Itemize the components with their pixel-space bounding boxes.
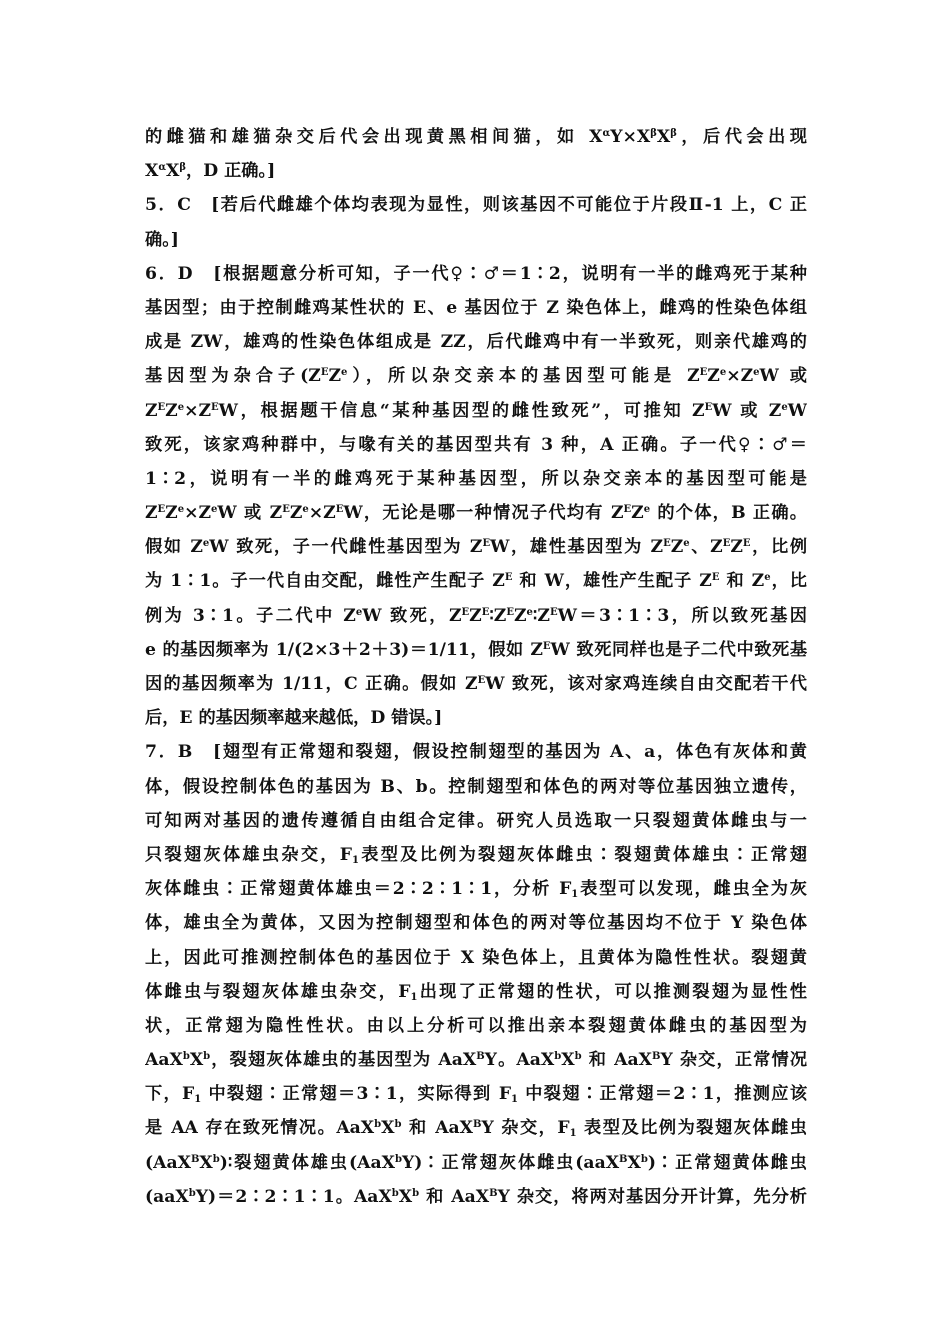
text-run: 出现了正常翅的性状，可以推测裂翅为显性性: [417, 981, 807, 1002]
text-run: Z: [145, 503, 158, 524]
superscript: B: [473, 1119, 482, 1131]
subscript: 1: [194, 1094, 202, 1106]
text-run: Z: [730, 537, 743, 558]
superscript: E: [335, 504, 344, 516]
text-run: ，裂翅灰体雄虫的基因型为 AaX: [210, 1050, 477, 1071]
superscript: b: [394, 1119, 402, 1131]
text-run: (AaX: [145, 1152, 191, 1173]
text-run: 的个体，B 正确。: [650, 503, 807, 524]
text-run: Z: [289, 503, 303, 524]
text-line: [145, 530, 807, 564]
superscript: b: [374, 1119, 382, 1131]
superscript: E: [704, 401, 713, 413]
superscript: E: [320, 367, 329, 379]
text-run: Z: [707, 366, 720, 387]
text-run: Y)∶正常翅灰体雌虫(aaX: [401, 1152, 620, 1173]
text-run: X: [561, 1050, 575, 1071]
text-run: W 或: [759, 366, 807, 387]
text-run: 致死，该家鸡种群中，与喙有关的基因型共有 3 种，A 正确。子一代♀∶♂＝: [145, 434, 807, 455]
text-line: [145, 188, 807, 222]
superscript: b: [412, 1187, 420, 1199]
text-run: Z: [513, 605, 527, 626]
text-run: 5．C [若后代雌雄个体均表现为显性，则该基因不可能位于片段Ⅱ-1 上，C 正: [145, 195, 807, 216]
superscript: b: [182, 1051, 190, 1063]
text-run: 和 AaX: [401, 1118, 474, 1139]
text-run: AaX: [145, 1050, 183, 1071]
text-run: 状，正常翅为隐性性状。由以上分析可以推出亲本裂翅黄体雌虫的基因型为: [145, 1015, 807, 1036]
text-run: 后，E 的基因频率越来越低，D 错误。]: [145, 708, 443, 729]
superscript: b: [394, 1153, 402, 1165]
text-run: W 致死，该对家鸡连续自由交配若干代: [485, 674, 807, 694]
superscript: E: [549, 606, 558, 618]
text-run: Y 杂交，F: [481, 1118, 570, 1139]
text-run: )∶裂翅黄体雄虫(AaX: [219, 1152, 395, 1173]
superscript: e: [526, 606, 533, 618]
text-run: e 的基因频率为 1/(2×3＋2＋3)＝1/11，假如 Z: [145, 639, 543, 660]
text-line: [145, 735, 807, 769]
superscript: e: [177, 401, 185, 413]
superscript: E: [506, 606, 514, 618]
superscript: e: [781, 401, 788, 413]
text-run: 的雌猫和雄猫杂交后代会出现黄黑相间猫，如 X: [145, 127, 603, 147]
text-run: W 或 Z: [712, 400, 782, 421]
text-run: )∶正常翅黄体雌虫: [647, 1152, 807, 1173]
superscript: E: [157, 401, 166, 413]
superscript: E: [481, 606, 490, 618]
superscript: e: [211, 504, 218, 516]
text-line: [145, 257, 807, 291]
text-line: [145, 462, 807, 496]
superscript: E: [699, 367, 708, 379]
text-run: Z: [469, 605, 482, 626]
superscript: E: [282, 504, 290, 516]
text-run: 下，F: [145, 1084, 195, 1105]
text-run: X: [199, 1152, 213, 1173]
text-line: [145, 872, 807, 906]
text-line: [145, 1077, 807, 1111]
superscript: b: [188, 1187, 196, 1199]
text-run: 和 AaX: [581, 1050, 652, 1071]
text-run: ×Z: [184, 503, 212, 524]
text-run: ），所以杂交亲本的基因型可能是 Z: [347, 366, 700, 387]
text-run: X: [189, 1050, 204, 1071]
text-run: 表型及比例为裂翅灰体雌虫: [576, 1118, 807, 1139]
text-run: 基因型为杂合子(Z: [145, 366, 321, 387]
text-line: [145, 633, 807, 667]
text-line: [145, 1111, 807, 1145]
text-line: [145, 1009, 807, 1043]
text-run: Z: [328, 366, 341, 387]
text-line: [145, 428, 807, 462]
text-run: X: [166, 161, 180, 182]
answer-explanation-text: [145, 120, 807, 1214]
text-run: X: [656, 127, 671, 147]
text-line: [145, 1146, 807, 1180]
text-run: X: [398, 1186, 413, 1207]
text-run: W 致死，Z: [362, 605, 462, 626]
superscript: E: [461, 606, 470, 618]
superscript: b: [554, 1051, 562, 1063]
text-run: ×Z: [308, 503, 336, 524]
text-run: 是 AA 存在致死情况。AaX: [145, 1118, 375, 1139]
text-run: ×Z: [726, 366, 754, 387]
text-run: 上，因此可推测控制体色的基因位于 X 染色体上，且黄体为隐性性状。裂翅黄: [145, 947, 807, 968]
superscript: e: [683, 538, 690, 550]
text-run: 体，假设控制体色的基因为 B、b。控制翅型和体色的两对等位基因独立遗传，: [145, 776, 807, 797]
text-line: [145, 1043, 807, 1077]
text-line: [145, 701, 807, 735]
text-run: ，D 正确。]: [186, 161, 276, 182]
text-line: [145, 599, 807, 633]
superscript: e: [355, 606, 363, 618]
text-run: Z: [165, 503, 178, 524]
superscript: E: [211, 401, 219, 413]
text-line: [145, 564, 807, 598]
superscript: β: [179, 162, 187, 174]
superscript: E: [722, 538, 731, 550]
text-run: W，雄性基因型为 Z: [490, 537, 664, 558]
text-run: W 致死同样也是子二代中致死基: [550, 639, 807, 660]
text-run: 体雌虫与裂翅灰体雄虫杂交，F: [145, 981, 411, 1002]
text-run: W，根据题干信息“某种基因型的雌性致死”，可推知 Z: [218, 400, 705, 421]
text-run: 和 W，雄性产生配子 Z: [512, 571, 712, 592]
superscript: e: [177, 504, 185, 516]
superscript: e: [719, 367, 727, 379]
superscript: b: [391, 1187, 399, 1199]
text-line: [145, 359, 807, 393]
text-run: X: [381, 1118, 395, 1139]
text-run: Y 杂交，正常情况: [660, 1050, 807, 1071]
text-line: [145, 154, 807, 188]
text-run: ，比: [770, 571, 807, 592]
text-run: Y。AaX: [484, 1050, 555, 1071]
superscript: E: [504, 572, 513, 584]
text-run: 表型及比例为裂翅灰体雌虫∶裂翅黄体雄虫∶正常翅: [358, 844, 807, 865]
text-run: 基因型；由于控制雌鸡某性状的 E、e 基因位于 Z 染色体上，雌鸡的性染色体组: [145, 297, 807, 318]
superscript: b: [212, 1153, 220, 1165]
text-run: Z: [631, 503, 644, 524]
superscript: B: [651, 1051, 661, 1063]
text-run: 、Z: [689, 537, 723, 558]
text-run: 中裂翅∶正常翅＝3∶1，实际得到 F: [201, 1084, 512, 1105]
text-run: ∶Z: [532, 605, 550, 626]
text-run: 1∶2，说明有一半的雌鸡死于某种基因型，所以杂交亲本的基因型可能是: [145, 468, 807, 489]
superscript: E: [663, 538, 671, 550]
text-run: 确。]: [145, 229, 179, 250]
superscript: e: [753, 367, 760, 379]
text-line: [145, 291, 807, 325]
text-run: Y)＝2∶2∶1∶1。AaX: [195, 1186, 392, 1207]
superscript: β: [670, 128, 677, 139]
superscript: B: [476, 1051, 485, 1063]
text-run: 6．D [根据题意分析可知，子一代♀∶♂＝1∶2，说明有一半的雌鸡死于某种: [145, 263, 807, 284]
text-line: [145, 394, 807, 428]
text-line: [145, 941, 807, 975]
superscript: b: [640, 1153, 648, 1165]
superscript: β: [650, 128, 657, 139]
text-run: 假如 Z: [145, 537, 203, 558]
text-run: ，比例: [750, 537, 807, 558]
text-run: X: [627, 1152, 641, 1173]
text-run: W＝3∶1∶3，所以致死基因: [557, 605, 807, 626]
text-run: 灰体雌虫∶正常翅黄体雄虫＝2∶2∶1∶1，分析 F: [145, 879, 572, 900]
superscript: B: [190, 1153, 200, 1165]
subscript: 1: [511, 1094, 518, 1106]
superscript: E: [482, 538, 491, 550]
superscript: e: [764, 572, 771, 584]
text-line: [145, 906, 807, 940]
text-run: 和 AaX: [419, 1186, 490, 1207]
superscript: B: [489, 1187, 498, 1199]
text-run: 7．B [翅型有正常翅和裂翅，假设控制翅型的基因为 A、a，体色有灰体和黄: [145, 742, 807, 763]
text-line: [145, 804, 807, 838]
text-run: 可知两对基因的遗传遵循自由组合定律。研究人员选取一只裂翅黄体雌虫与一: [145, 810, 807, 831]
text-run: 中裂翅∶正常翅＝2∶1，推测应该: [518, 1084, 807, 1105]
superscript: b: [203, 1051, 211, 1063]
text-line: [145, 325, 807, 359]
superscript: e: [302, 504, 309, 516]
text-run: W: [787, 400, 807, 421]
text-run: Y×X: [610, 127, 651, 147]
text-run: Z: [145, 400, 158, 421]
text-run: X: [145, 161, 159, 182]
text-run: 成是 ZW，雄鸡的性染色体组成是 ZZ，后代雌鸡中有一半致死，则亲代雄鸡的: [145, 332, 807, 353]
text-run: ∶Z: [489, 605, 507, 626]
text-line: [145, 770, 807, 804]
superscript: e: [202, 538, 210, 550]
text-run: W，无论是哪一种情况子代均有 Z: [343, 503, 624, 524]
text-run: (aaX: [145, 1186, 189, 1207]
superscript: b: [574, 1051, 582, 1063]
text-run: W 或 Z: [217, 503, 283, 524]
text-run: 只裂翅灰体雄虫杂交，F: [145, 844, 352, 865]
text-line: [145, 975, 807, 1009]
text-line: [145, 838, 807, 872]
superscript: B: [619, 1153, 628, 1165]
text-line: [145, 667, 807, 701]
text-line: [145, 1180, 807, 1214]
superscript: α: [602, 128, 611, 139]
text-run: 体，雄虫全为黄体，又因为控制翅型和体色的两对等位基因均不位于 Y 染色体: [145, 913, 807, 934]
superscript: E: [742, 538, 751, 550]
text-run: W 致死，子一代雌性基因型为 Z: [209, 537, 483, 558]
superscript: α: [158, 162, 167, 174]
text-run: 为 1∶1。子一代自由交配，雌性产生配子 Z: [145, 571, 505, 592]
text-run: ×Z: [184, 400, 212, 421]
superscript: E: [623, 504, 632, 516]
text-run: Y 杂交，将两对基因分开计算，先分析: [497, 1186, 807, 1207]
text-run: 因的基因频率为 1/11，C 正确。假如 Z: [145, 674, 478, 694]
text-run: 和 Z: [719, 571, 765, 592]
text-line: [145, 223, 807, 257]
text-run: 例为 3∶1。子二代中 Z: [145, 605, 356, 626]
text-run: Z: [165, 400, 178, 421]
text-line: [145, 496, 807, 530]
superscript: E: [157, 504, 166, 516]
superscript: E: [711, 572, 720, 584]
superscript: E: [542, 640, 551, 652]
subscript: 1: [410, 991, 418, 1003]
subscript: 1: [569, 1128, 577, 1140]
text-run: ，后代会出现: [676, 127, 807, 147]
superscript: E: [477, 675, 486, 686]
superscript: e: [643, 504, 651, 516]
superscript: e: [340, 367, 348, 379]
subscript: 1: [352, 854, 359, 866]
text-run: Z: [670, 537, 684, 558]
text-line: [145, 120, 807, 154]
text-run: 表型可以发现，雌虫全为灰: [578, 879, 807, 900]
subscript: 1: [571, 889, 579, 901]
